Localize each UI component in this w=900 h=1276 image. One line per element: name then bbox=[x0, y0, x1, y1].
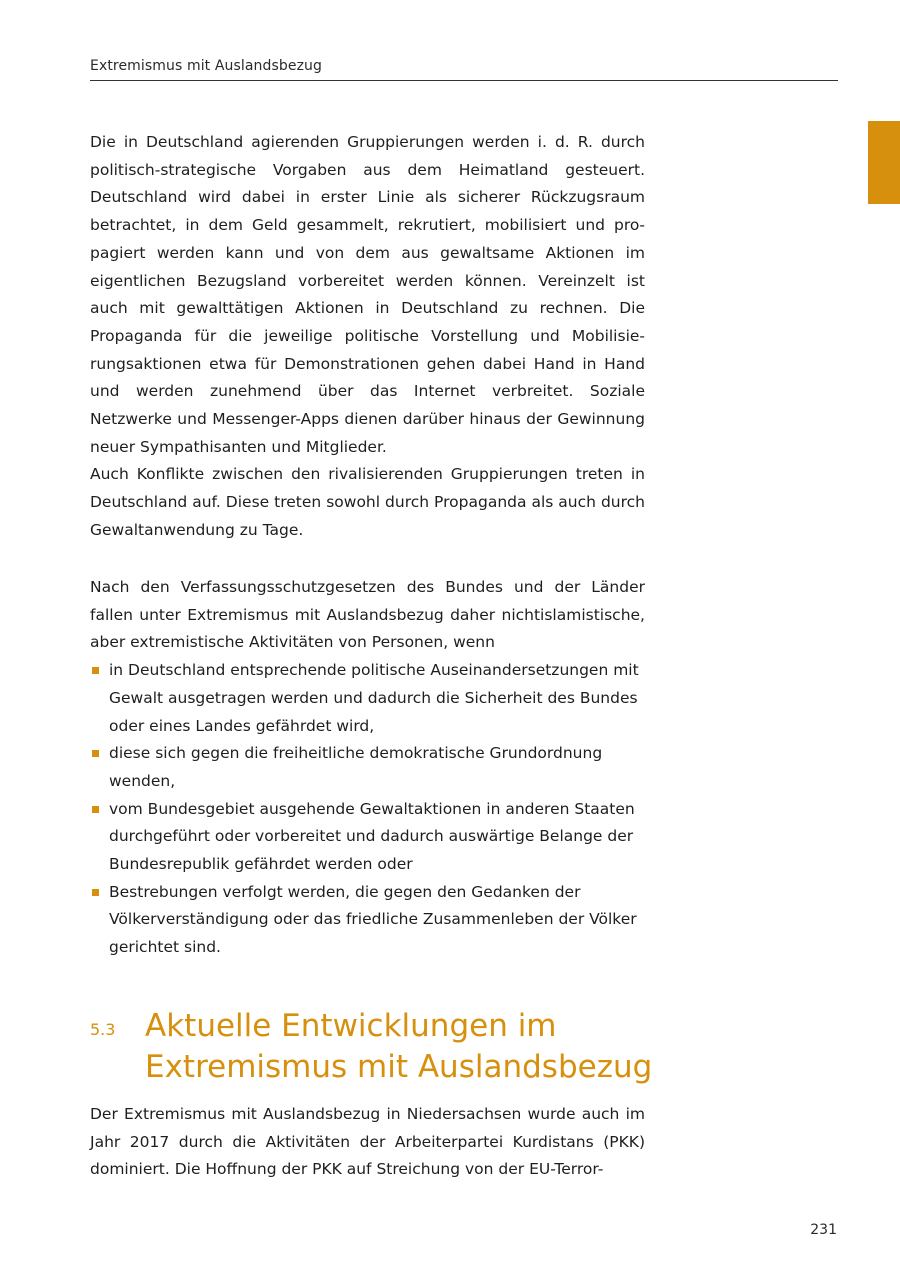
square-bullet-icon bbox=[92, 889, 99, 896]
section-paragraph: Der Extremismus mit Auslandsbezug in Niedersachsen wurde auch im Jahr 2017 durch die Aktivitäten der Arbeiterpartei Kurdistans (PKK) dominiert. Die Hoffnung der PKK auf Streichung von der EU-Terror- bbox=[90, 1105, 645, 1179]
running-header: Extremismus mit Auslandsbezug bbox=[90, 58, 322, 74]
section-title-line-2: Extremismus mit Auslandsbezug bbox=[145, 1049, 653, 1085]
list-item bbox=[90, 796, 645, 879]
list-item-text: vom Bundesgebiet ausgehende Gewaltaktionen in anderen Staaten durchgeführt oder vorbereitet und dadurch auswärtige Belange der Bundesrepublik gefährdet werden oder bbox=[109, 799, 635, 874]
section-text-block bbox=[90, 1101, 645, 1184]
list-item bbox=[90, 657, 645, 740]
intro-paragraph-2: Auch Konflikte zwischen den rivalisierenden Gruppierungen treten in Deutschland auf. Diese treten sowohl durch Propaganda als auch durch Gewaltanwendung zu Tage. bbox=[90, 465, 645, 539]
definition-list bbox=[90, 657, 645, 962]
intro-text-block bbox=[90, 129, 645, 545]
section-title bbox=[145, 1006, 710, 1088]
section-heading bbox=[90, 1006, 710, 1088]
header-rule bbox=[90, 80, 838, 81]
section-number: 5.3 bbox=[90, 1020, 116, 1039]
definition-lead: Nach den Verfassungsschutzgesetzen des Bundes und der Länder fallen unter Extremismus mit Auslandsbezug daher nichtislamistische, aber extremistische Aktivitäten von Personen, wenn bbox=[90, 578, 645, 652]
list-item bbox=[90, 879, 645, 962]
page-number: 231 bbox=[810, 1222, 837, 1238]
square-bullet-icon bbox=[92, 806, 99, 813]
chapter-tab-marker bbox=[868, 121, 900, 204]
square-bullet-icon bbox=[92, 750, 99, 757]
list-item-text: diese sich gegen die freiheitliche demokratische Grundordnung wenden, bbox=[109, 744, 603, 790]
section-title-line-1: Aktuelle Entwicklungen im bbox=[145, 1008, 557, 1044]
list-item-text: Bestrebungen verfolgt werden, die gegen den Gedanken der Völkerverständigung oder das friedliche Zusammenleben der Völker gerichtet sind. bbox=[109, 882, 637, 957]
list-item-text: in Deutschland entsprechende politische Auseinandersetzungen mit Gewalt ausgetragen werden und dadurch die Sicherheit des Bundes oder eines Landes gefährdet wird, bbox=[109, 661, 639, 735]
list-item bbox=[90, 740, 645, 795]
square-bullet-icon bbox=[92, 667, 99, 674]
intro-paragraph-1: Die in Deutschland agierenden Gruppierungen werden i. d. R. durch politisch-strategische Vorgaben aus dem Heimatland gesteuert. Deutschland wird dabei in erster Linie als sicherer Rückzugsraum betrachtet, in dem Geld gesammelt, rekrutiert, mobilisiert und propagiert werden kann und von dem aus gewaltsame Aktionen im eigentlichen Bezugsland vorbereitet werden können. Vereinzelt ist auch mit gewalttätigen Aktionen in Deutschland zu rechnen. Die Propaganda für die jeweilige politische Vorstellung und Mobilisierungsaktionen etwa für Demonstrationen gehen dabei Hand in Hand und werden zunehmend über das Internet verbreitet. Soziale Netzwerke und Messenger-Apps dienen darüber hinaus der Gewinnung neuer Sympathisanten und Mitglieder. bbox=[90, 133, 645, 456]
definition-text-block bbox=[90, 574, 645, 962]
